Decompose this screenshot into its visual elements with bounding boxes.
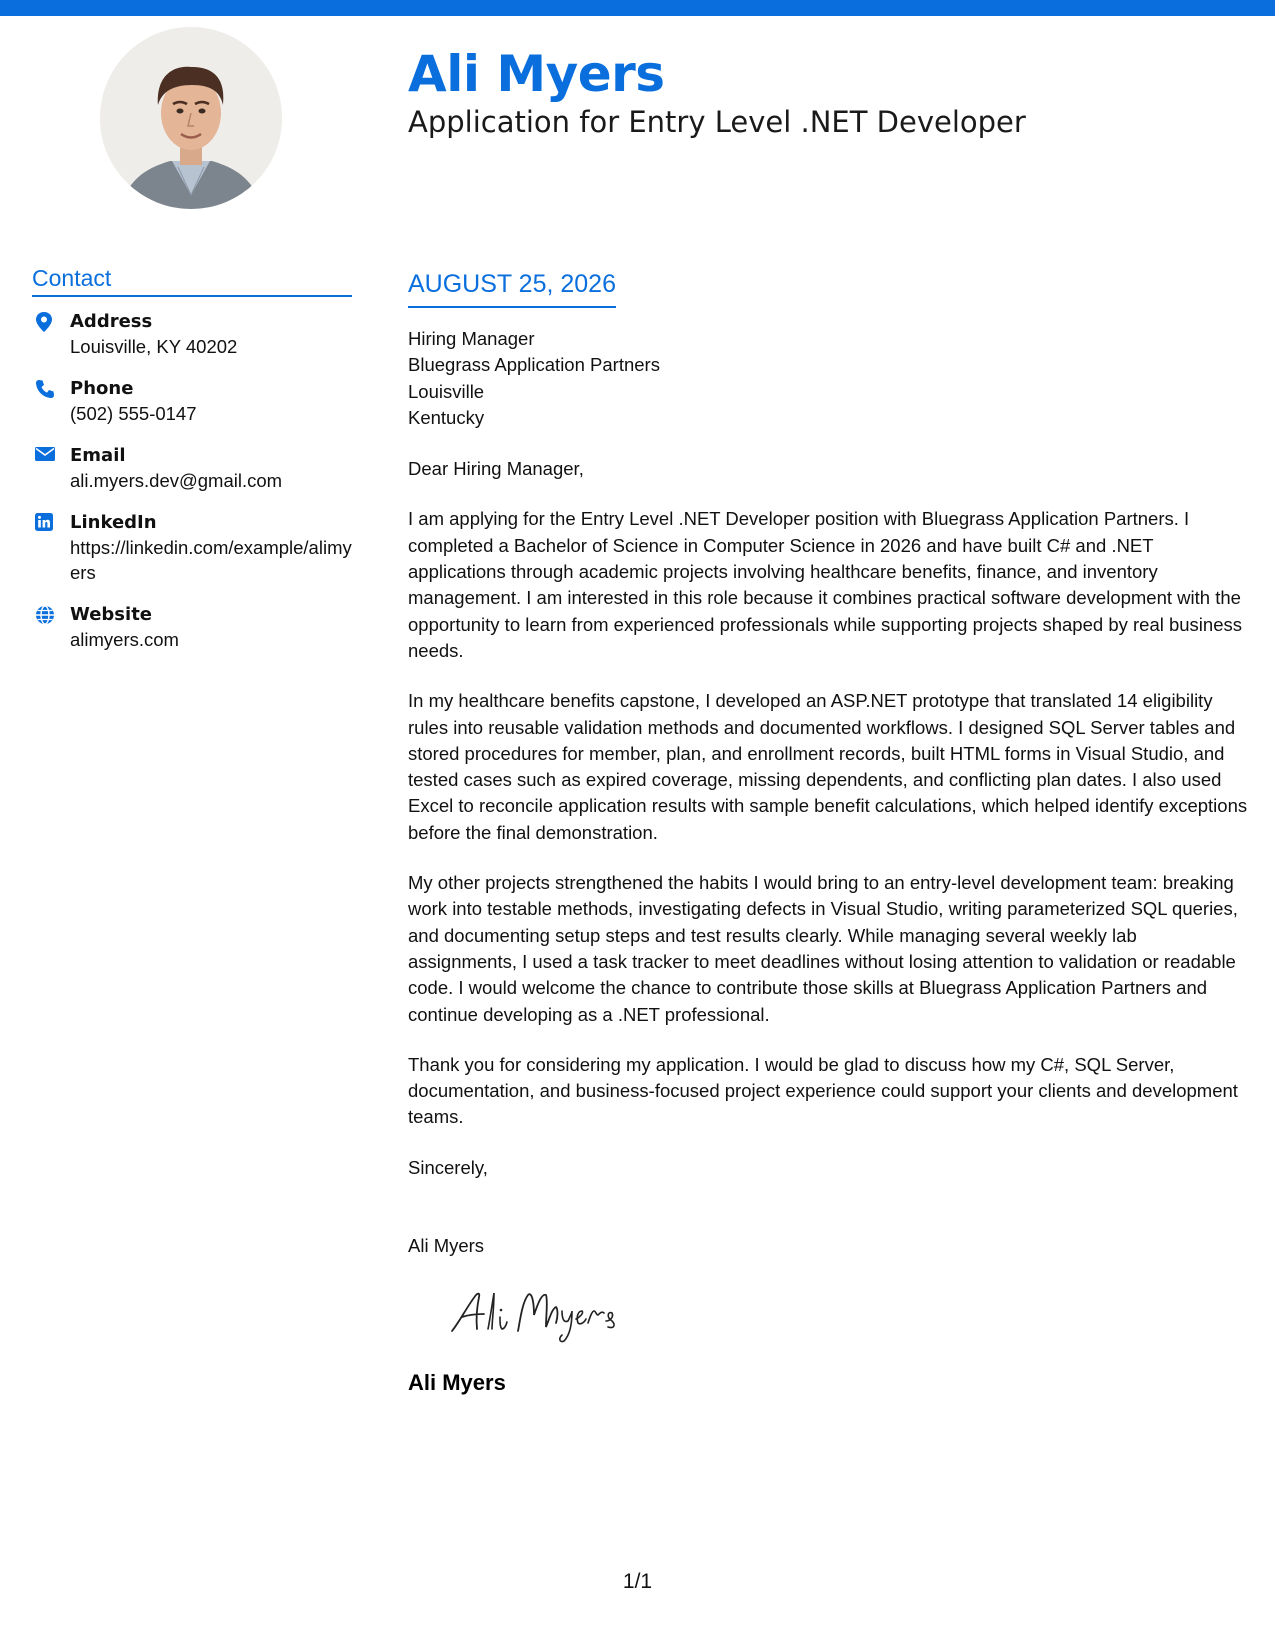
website-value[interactable]: alimyers.com (70, 629, 179, 650)
avatar-portrait-image (100, 27, 282, 209)
recipient-line: Hiring Manager (408, 328, 535, 349)
contact-item-website (32, 602, 352, 652)
contact-item-email (32, 443, 352, 493)
linkedin-icon (32, 510, 70, 531)
application-title: Application for Entry Level .NET Developer (408, 105, 1026, 139)
recipient-line: Louisville (408, 380, 485, 402)
body-paragraph: Thank you for considering my application. I would be glad to discuss how my C#, SQL Server, documentation, and business-focused project experience could support your clients and development teams. (408, 1053, 1238, 1128)
body-paragraph: In my healthcare benefits capstone, I developed an ASP.NET prototype that translated 14 eligibility rules into reusable validation methods and documented workflows. I designed SQL Server tables and stored procedures for member, plan, and enrollment records, built HTML forms in Visual Studio, and tested cases such as expired coverage, missing dependents, and conflicting plan dates. I also used Excel to reconcile application results with sample benefit calculations, which helped identify exceptions before the final demonstration. (408, 690, 1248, 843)
letter-body (408, 268, 1250, 1397)
contact-label: Website (70, 604, 153, 625)
page-number: 1/1 (622, 1570, 653, 1593)
contact-heading: Contact (32, 264, 352, 297)
contact-sidebar (32, 264, 352, 669)
letter-date: AUGUST 25, 2026 (408, 268, 616, 308)
recipient-line: Kentucky (408, 406, 485, 428)
location-pin-icon (32, 309, 70, 332)
applicant-name: Ali Myers (408, 45, 665, 103)
typed-signature-name: Ali Myers (408, 1370, 506, 1396)
body-paragraph: I am applying for the Entry Level .NET Developer position with Bluegrass Application Partners. I completed a Bachelor of Science in Computer Science in 2026 and have built C# and .NET applications through academic projects involving healthcare benefits, finance, and inventory management. I am interested in this role because it combines practical software development with the opportunity to learn from experienced professionals while supporting projects shaped by real business needs. (408, 508, 1242, 661)
contact-item-phone (32, 376, 352, 426)
contact-item-address (32, 309, 352, 359)
contact-item-linkedin (32, 510, 352, 585)
email-value[interactable]: ali.myers.dev@gmail.com (70, 470, 283, 491)
email-icon (32, 443, 70, 462)
address-value: Louisville, KY 40202 (70, 336, 238, 357)
top-accent-bar (0, 0, 1275, 16)
closing: Sincerely, (408, 1156, 488, 1178)
salutation: Dear Hiring Manager, (408, 458, 584, 480)
recipient-block (408, 326, 1250, 431)
linkedin-value[interactable]: https://linkedin.com/example/alimyers (70, 537, 352, 583)
signer-name: Ali Myers (408, 1235, 485, 1257)
globe-icon (32, 602, 70, 625)
contact-label: LinkedIn (70, 512, 157, 533)
phone-icon (32, 376, 70, 399)
phone-value: (502) 555-0147 (70, 403, 197, 424)
contact-label: Address (70, 311, 153, 332)
contact-label: Email (70, 445, 126, 466)
contact-label: Phone (70, 378, 134, 399)
avatar (100, 27, 282, 209)
handwritten-signature (446, 1281, 1250, 1345)
recipient-line: Bluegrass Application Partners (408, 354, 660, 376)
body-paragraph: My other projects strengthened the habits I would bring to an entry-level development team: breaking work into testable methods, investigating defects in Visual Studio, writing parameterized SQL queries, and documenting setup steps and test results clearly. While managing several weekly lab assignments, I used a task tracker to meet deadlines without losing attention to validation or readable code. I would welcome the chance to contribute those skills at Bluegrass Application Partners and continue developing as a .NET professional. (408, 872, 1238, 1025)
